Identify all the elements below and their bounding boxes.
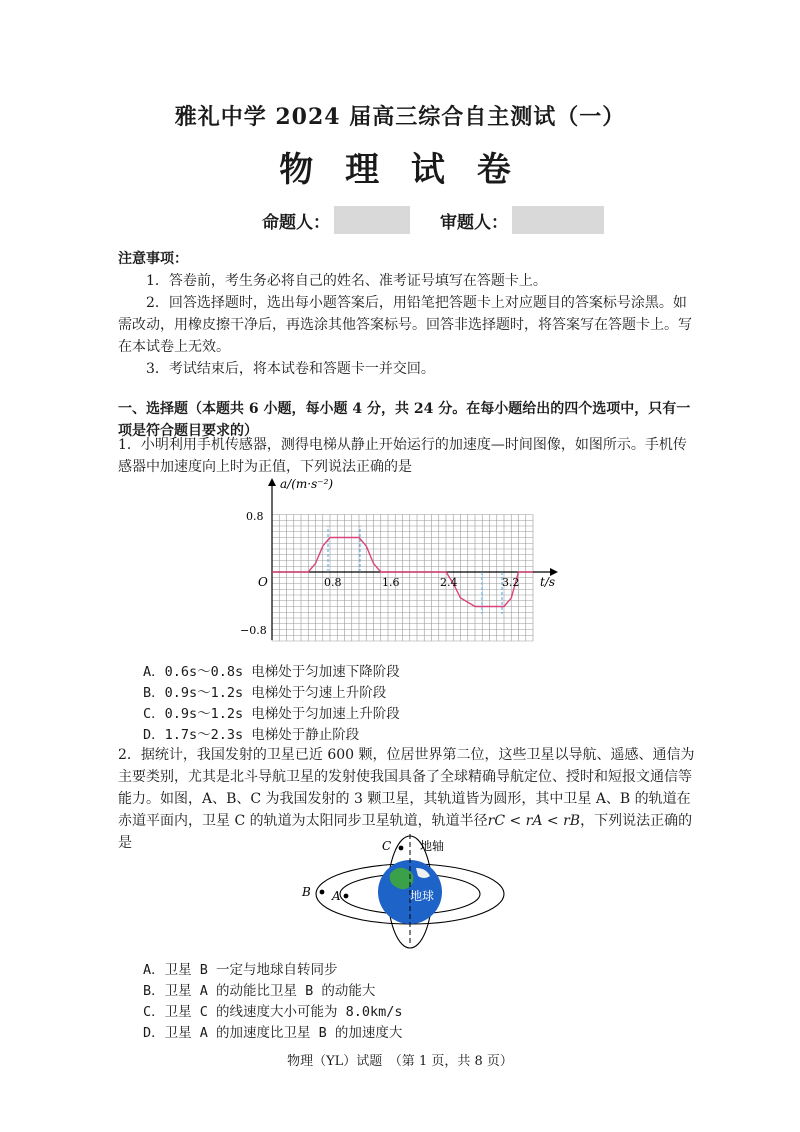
q2-option-d: D．卫星 A 的加速度比卫星 B 的加速度大 — [143, 1025, 403, 1041]
origin-label: O — [258, 575, 268, 589]
q2-option-a: A．卫星 B 一定与地球自转同步 — [143, 962, 338, 978]
q1-option-b: B．0.9s～1.2s 电梯处于匀速上升阶段 — [143, 685, 387, 701]
label-a: A — [332, 889, 341, 903]
label-axis: 地轴 — [420, 839, 445, 853]
reviewer-label: 审题人： — [440, 212, 508, 233]
label-c: C — [382, 839, 392, 853]
satellite-c — [399, 846, 404, 851]
x-tick-2.4: 2.4 — [440, 576, 458, 589]
q2-radius-inequality: rC < rA < rB — [487, 813, 581, 829]
y-tick-pos: 0.8 — [246, 510, 264, 523]
q1-option-d: D．1.7s～2.3s 电梯处于静止阶段 — [143, 727, 360, 743]
q2-stem-part2: ，下列说法正确的是 — [118, 813, 693, 851]
satellite-b — [320, 890, 325, 895]
x-tick-3.2: 3.2 — [502, 576, 520, 589]
author-redaction — [334, 206, 410, 234]
label-earth: 地球 — [410, 889, 435, 903]
acceleration-time-chart — [240, 476, 560, 646]
notice-heading: 注意事项： — [118, 251, 188, 267]
notice-item-3: 3．考试结束后，将本试卷和答题卡一并交回。 — [146, 361, 435, 377]
q2-stem-part1: 2．据统计，我国发射的卫星已近 600 颗，位居世界第二位，这些卫星以导航、遥感、通信为主要类别，尤其是北斗导航卫星的发射使我国具备了全球精确导航定位、授时和短报文通信等能力。如图，A、B、C 为我国发射的 3 颗卫星，其轨道皆为圆形，其中卫星 A、B 的轨道在赤道平面内，卫星 C 的轨道为太阳同步卫星轨道，轨道半径 — [118, 747, 695, 829]
q2-option-c: C．卫星 C 的线速度大小可能为 8.0km/s — [143, 1004, 403, 1020]
exam-title: 雅礼中学 2024 届高三综合自主测试（一） — [174, 104, 626, 130]
satellite-a — [344, 894, 349, 899]
x-tick-1.6: 1.6 — [382, 576, 400, 589]
q1-option-a: A．0.6s～0.8s 电梯处于匀加速下降阶段 — [143, 664, 400, 680]
exam-subtitle: 物 理 试 卷 — [279, 150, 521, 190]
label-b: B — [302, 885, 311, 899]
y-axis-arrow — [268, 478, 276, 486]
q1-option-c: C．0.9s～1.2s 电梯处于匀加速上升阶段 — [143, 706, 400, 722]
q2-option-b: B．卫星 A 的动能比卫星 B 的动能大 — [143, 983, 376, 999]
y-tick-neg: −0.8 — [240, 624, 267, 637]
author-row — [262, 206, 604, 234]
satellite-orbit-diagram — [298, 834, 508, 952]
chart-grid — [272, 515, 533, 642]
page-footer: 物理（YL）试题 （第 1 页，共 8 页） — [287, 1054, 513, 1069]
x-axis-label: t/s — [540, 575, 556, 589]
section-heading: 一、选择题（本题共 6 小题，每小题 4 分，共 24 分。在每小题给出的四个选项中，只有一项是符合题目要求的） — [118, 401, 691, 439]
notice-item-1: 1．答卷前，考生务必将自己的姓名、准考证号填写在答题卡上。 — [146, 273, 547, 289]
author-label: 命题人： — [262, 212, 330, 233]
reviewer-redaction — [512, 206, 604, 234]
y-axis-label: a/(m·s⁻²) — [280, 477, 334, 491]
notice-item-2: 2．回答选择题时，选出每小题答案后，用铅笔把答题卡上对应题目的答案标号涂黑。如需改动，用橡皮擦干净后，再选涂其他答案标号。回答非选择题时，将答案写在答题卡上。写在本试卷上无效。 — [118, 295, 692, 355]
q1-stem: 1．小明利用手机传感器，测得电梯从静止开始运行的加速度—时间图像，如图所示。手机传感器中加速度向上时为正值，下列说法正确的是 — [118, 437, 687, 475]
x-tick-0.8: 0.8 — [324, 576, 342, 589]
